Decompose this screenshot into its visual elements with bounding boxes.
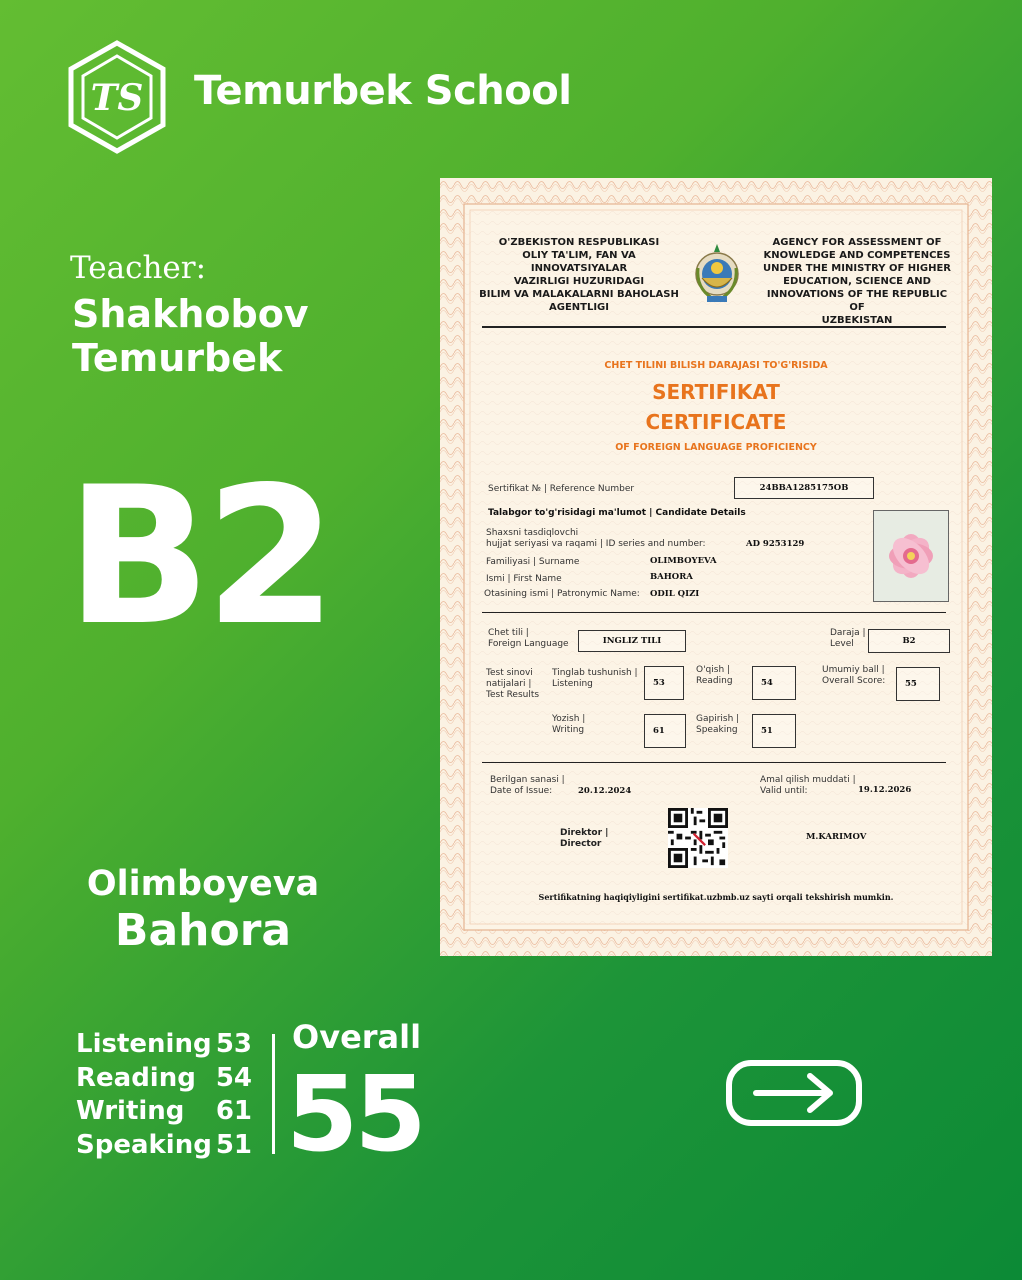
score-value: 51 [215, 1129, 252, 1160]
overall-value: 55 [286, 1053, 423, 1175]
reading-score: 54 [761, 678, 773, 688]
teacher-name [72, 292, 412, 380]
language-value: INGLIZ TILI [602, 636, 662, 646]
cert-level-value: B2 [902, 636, 916, 646]
writing-label-2: Writing [552, 725, 585, 735]
candidate-heading: Talabgor to'g'risidagi ma'lumot | Candidate Details [488, 508, 746, 518]
org-uz-line: BILIM VA MALAKALARNI BAHOLASH [479, 289, 679, 300]
qr-code[interactable] [668, 808, 728, 868]
details-divider [482, 612, 946, 613]
writing-score: 61 [653, 726, 665, 736]
surname-label: Familiyasi | Surname [486, 557, 580, 567]
certificate [440, 178, 992, 956]
overall-label: Overall [292, 1018, 422, 1056]
cert-title-uz: SERTIFIKAT [652, 380, 780, 404]
overall-score-box [896, 667, 940, 701]
org-en-line: KNOWLEDGE AND COMPETENCES [763, 250, 951, 261]
id-label-2: hujjat seriyasi va raqami | ID series and number: [486, 539, 706, 549]
state-emblem-icon [692, 238, 742, 308]
speaking-label-2: Speaking [696, 725, 738, 735]
valid-label-1: Amal qilish muddati | [760, 775, 856, 785]
org-en-line: UNDER THE MINISTRY OF HIGHER [763, 263, 951, 274]
surname-value: OLIMBOYEVA [650, 556, 717, 566]
teacher-label: Teacher: [70, 250, 207, 286]
issue-date: 20.12.2024 [578, 786, 632, 796]
id-label-1: Shaxsni tasdiqlovchi [486, 528, 579, 538]
score-value: 53 [215, 1029, 252, 1059]
score-label: Listening [76, 1029, 212, 1059]
score-label: Speaking [76, 1129, 212, 1160]
speaking-score-box [752, 714, 796, 748]
speaking-label-1: Gapirish | [696, 714, 740, 724]
results-label-3: Test Results [486, 690, 540, 700]
candidate-photo [873, 510, 949, 602]
director-name: M.KARIMOV [806, 832, 867, 842]
score-row [76, 1062, 252, 1096]
score-row [76, 1129, 252, 1163]
verification-footer: Sertifikatning haqiqiyligini sertifikat.uzbmb.uz sayti orqali tekshirish mumkin. [538, 892, 894, 902]
ref-number-box [734, 477, 874, 499]
cert-subtitle-bottom: OF FOREIGN LANGUAGE PROFICIENCY [615, 442, 817, 453]
overall-score-label-1: Umumiy ball | [822, 665, 885, 675]
org-en-line: INNOVATIONS OF THE REPUBLIC OF [766, 289, 948, 313]
overall-score: 55 [905, 679, 917, 689]
level-label-2: Level [830, 639, 854, 649]
org-en-line: UZBEKISTAN [821, 315, 893, 326]
writing-label-1: Yozish | [552, 714, 586, 724]
speaking-score: 51 [761, 726, 773, 736]
score-value: 61 [215, 1096, 252, 1126]
cert-subtitle-top: CHET TILINI BILISH DARAJASI TO'G'RISIDA [604, 360, 828, 371]
issue-label-2: Date of Issue: [490, 786, 553, 796]
score-row [76, 1028, 252, 1062]
teacher-last: Temurbek [72, 336, 283, 380]
level-badge: B2 [66, 446, 332, 667]
listening-score: 53 [653, 678, 665, 688]
header-divider [482, 326, 946, 328]
flower-photo-icon [874, 511, 948, 601]
logo-monogram: TS [90, 77, 144, 119]
first-name-value: BAHORA [650, 572, 693, 582]
student-last: Bahora [114, 905, 292, 956]
patronymic-label: Otasining ismi | Patronymic Name: [484, 589, 640, 599]
score-row [76, 1095, 252, 1129]
writing-score-box [644, 714, 686, 748]
temurbek-school-logo [66, 40, 168, 154]
reading-score-box [752, 666, 796, 700]
score-label: Writing [76, 1096, 185, 1126]
brand-name: Temurbek School [194, 68, 572, 114]
results-divider [482, 762, 946, 763]
org-en-line: AGENCY FOR ASSESSMENT OF [772, 237, 942, 248]
next-arrow-button[interactable] [726, 1060, 862, 1126]
id-number: AD 9253129 [746, 539, 805, 549]
results-label-2: natijalari | [486, 679, 532, 689]
overall-score-label-2: Overall Score: [822, 676, 886, 686]
first-name-label: Ismi | First Name [486, 574, 562, 584]
language-box [578, 630, 686, 652]
section-scores [76, 1028, 252, 1162]
score-label: Reading [76, 1062, 196, 1093]
org-en-line: EDUCATION, SCIENCE AND [783, 276, 931, 287]
student-first: Olimboyeva [86, 864, 320, 904]
cert-level-box [868, 629, 950, 653]
arrow-right-icon [756, 1076, 830, 1110]
lang-label-2: Foreign Language [488, 639, 569, 649]
results-label-1: Test sinovi [486, 668, 533, 678]
scores-divider [272, 1034, 275, 1154]
valid-date: 19.12.2026 [858, 785, 912, 795]
ref-label: Sertifikat № | Reference Number [488, 484, 635, 494]
lang-label-1: Chet tili | [488, 628, 529, 638]
listening-label-1: Tinglab tushunish | [552, 668, 638, 678]
reading-label-2: Reading [696, 676, 733, 686]
ref-number: 24BBA1285175OB [759, 483, 849, 493]
reading-label-1: O'qish | [696, 665, 731, 675]
director-label-2: Director [560, 839, 602, 849]
org-uz-line: AGENTLIGI [549, 302, 609, 313]
cert-title-en: CERTIFICATE [645, 410, 787, 434]
score-value: 54 [215, 1062, 252, 1093]
director-label-1: Direktor | [560, 828, 609, 838]
student-name [70, 862, 336, 956]
patronymic-value: ODIL QIZI [650, 589, 700, 599]
org-name-uz [474, 236, 684, 314]
org-uz-line: O'ZBEKISTON RESPUBLIKASI [498, 237, 660, 248]
valid-label-2: Valid until: [760, 786, 808, 796]
org-uz-line: OLIY TA'LIM, FAN VA INNOVATSIYALAR [522, 250, 636, 274]
listening-score-box [644, 666, 684, 700]
org-name-en [760, 236, 954, 327]
teacher-first: Shakhobov [72, 292, 309, 336]
listening-label-2: Listening [552, 679, 593, 689]
level-label-1: Daraja | [830, 628, 866, 638]
issue-label-1: Berilgan sanasi | [490, 775, 565, 785]
org-uz-line: VAZIRLIGI HUZURIDAGI [513, 276, 645, 287]
